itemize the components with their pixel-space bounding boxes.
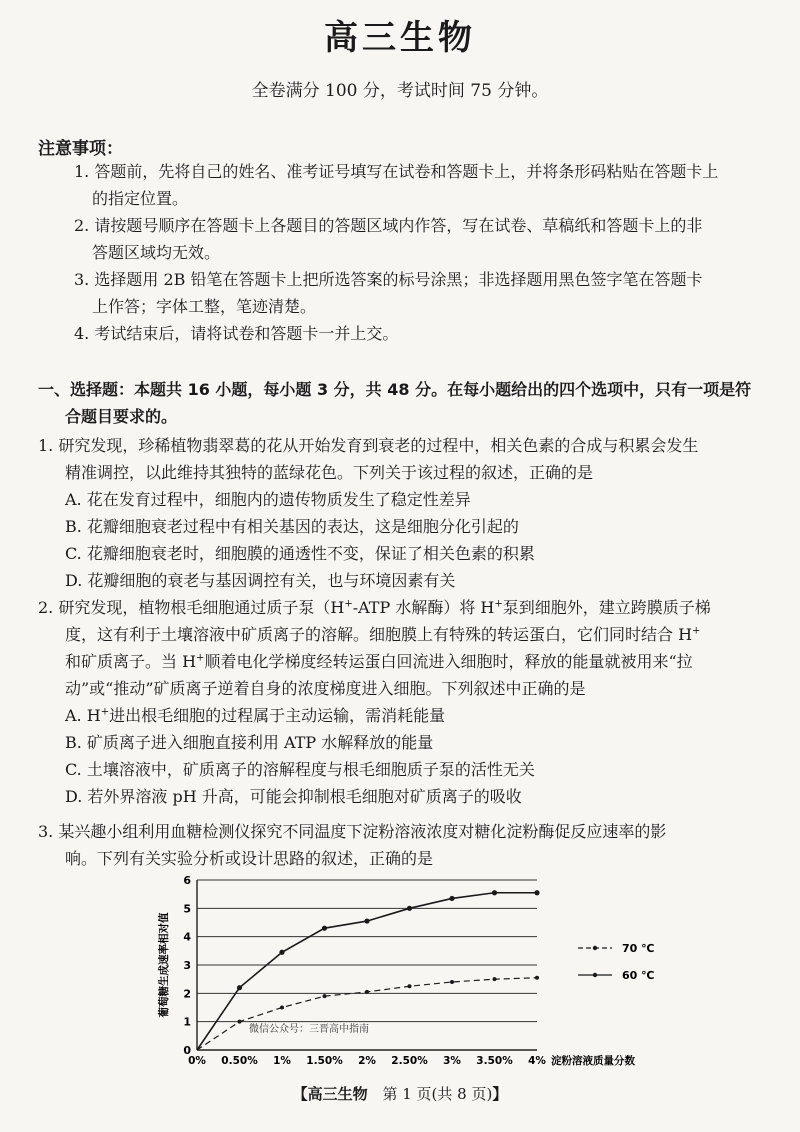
question-stem: [38, 648, 788, 675]
note-line: 2. 请按题号顺序在答题卡上各题目的答题区域内作答，写在试卷、草稿纸和答题卡上的非: [74, 216, 703, 235]
stem-part: -ATP 水解酶）将 H: [352, 598, 495, 617]
y-tick-label: 6: [183, 874, 191, 887]
question-stem: [38, 594, 788, 621]
stem-part: 顺着电化学梯度经转运蛋白回流进入细胞时，释放的能量就被用来“拉: [204, 652, 693, 671]
note-line: 答题区域均无效。: [92, 243, 221, 262]
question-stem: 动”或“推动”矿质离子逆着自身的浓度梯度进入细胞。下列叙述中正确的是: [65, 679, 586, 698]
y-tick-label: 5: [183, 902, 191, 916]
section-heading: [38, 376, 788, 430]
data-point: [492, 890, 497, 895]
data-point: [535, 976, 539, 980]
note-line: 1. 答题前，先将自己的姓名、准考证号填写在试卷和答题卡上，并将条形码粘贴在答题卡上: [74, 162, 719, 181]
legend-marker: [593, 946, 597, 950]
page-footer: [0, 1083, 800, 1104]
x-tick-label: 3%: [443, 1055, 461, 1067]
y-tick-label: 3: [183, 959, 191, 972]
watermark-text: 微信公众号：三晋高中指南: [249, 1024, 369, 1035]
superscript: +: [494, 598, 503, 610]
stem-part: 度，这有利于土壤溶液中矿质离子的溶解。细胞膜上有特殊的转运蛋白，它们同时结合 H: [65, 625, 693, 644]
x-tick-label: 2.50%: [391, 1055, 428, 1067]
option-part: 进出根毛细胞的过程属于主动运输，需消耗能量: [109, 706, 446, 725]
question-stem: [38, 621, 788, 648]
y-tick-label: 4: [183, 930, 191, 944]
question-stem: 响。下列有关实验分析或设计思路的叙述，正确的是: [65, 849, 434, 868]
superscript: +: [344, 598, 353, 610]
data-point: [450, 980, 454, 984]
stem-part: 和矿质离子。当 H: [65, 652, 197, 671]
x-tick-label: 3.50%: [476, 1055, 513, 1067]
question-stem: 1. 研究发现，珍稀植物翡翠葛的花从开始发育到衰老的过程中，相关色素的合成与积累会发生: [38, 436, 699, 455]
y-tick-label: 1: [183, 1015, 191, 1029]
footer-page: 第 1 页(共 8 页): [382, 1085, 493, 1103]
data-point: [322, 926, 327, 931]
stem-part: 2. 研究发现，植物根毛细胞通过质子泵（H: [38, 598, 345, 617]
data-point: [365, 990, 369, 994]
data-point: [364, 918, 369, 923]
x-tick-label: 1%: [273, 1055, 291, 1067]
x-tick-label: 0%: [188, 1055, 206, 1067]
note-line: 3. 选择题用 2B 铅笔在答题卡上把所选答案的标号涂黑；非选择题用黑色签字笔在答题卡: [74, 270, 703, 289]
superscript: +: [100, 706, 110, 718]
data-point: [493, 977, 497, 981]
option-a: [38, 702, 788, 729]
option-b: B. 矿质离子进入细胞直接利用 ATP 水解释放的能量: [65, 733, 434, 752]
data-point: [408, 984, 412, 988]
data-point: [238, 1020, 242, 1024]
series-line: [197, 978, 537, 1050]
data-point: [407, 906, 412, 911]
data-point: [279, 950, 284, 955]
line-chart: [140, 868, 680, 1078]
footer-end: 】: [492, 1085, 508, 1103]
note-line: 的指定位置。: [92, 189, 189, 208]
data-point: [534, 890, 539, 895]
superscript: +: [196, 652, 205, 664]
question-3: [38, 818, 788, 872]
x-tick-label: 0.50%: [221, 1055, 258, 1067]
legend-label: 60 ℃: [622, 969, 655, 982]
page-title: 高三生物: [324, 18, 476, 58]
option-b: B. 花瓣细胞衰老过程中有相关基因的表达，这是细胞分化引起的: [65, 517, 519, 536]
y-tick-label: 0: [183, 1044, 191, 1057]
option-d: D. 花瓣细胞的衰老与基因调控有关，也与环境因素有关: [65, 571, 456, 590]
option-part: A. H: [65, 706, 101, 725]
data-point: [449, 896, 454, 901]
question-2: [38, 594, 788, 810]
x-tick-label: 2%: [358, 1055, 376, 1067]
note-line: 上作答；字体工整，笔迹清楚。: [92, 297, 317, 316]
superscript: +: [692, 625, 701, 637]
x-tick-label: 4%: [528, 1055, 546, 1067]
y-tick-label: 2: [183, 987, 191, 1001]
y-axis-label: 葡萄糖生成速率相对值: [158, 912, 170, 1018]
data-point: [323, 994, 327, 998]
option-c: C. 土壤溶液中，矿质离子的溶解程度与根毛细胞质子泵的活性无关: [65, 760, 535, 779]
notes-list: [74, 158, 786, 347]
legend-marker: [593, 973, 597, 977]
section-line: 一、选择题：本题共 16 小题，每小题 3 分，共 48 分。在每小题给出的四个选项中，只有一项是符: [38, 380, 752, 399]
data-point: [237, 985, 242, 990]
x-axis-label: 淀粉溶液质量分数: [551, 1055, 635, 1067]
footer-title: 【高三生物: [292, 1085, 368, 1103]
exam-info: 全卷满分 100 分，考试时间 75 分钟。: [251, 81, 549, 101]
legend-label: 70 ℃: [622, 942, 655, 955]
note-line: 4. 考试结束后，请将试卷和答题卡一并上交。: [74, 324, 399, 343]
option-a: A. 花在发育过程中，细胞内的遗传物质发生了稳定性差异: [65, 490, 471, 509]
question-stem: 精准调控，以此维持其独特的蓝绿花色。下列关于该过程的叙述，正确的是: [65, 463, 594, 482]
option-c: C. 花瓣细胞衰老时，细胞膜的通透性不变，保证了相关色素的积累: [65, 544, 535, 563]
section-line: 合题目要求的。: [65, 407, 178, 426]
question-1: [38, 432, 788, 594]
data-point: [280, 1006, 284, 1010]
notes-heading: 注意事项：: [38, 139, 123, 159]
stem-part: 泵到细胞外，建立跨膜质子梯: [502, 598, 711, 617]
option-d: D. 若外界溶液 pH 升高，可能会抑制根毛细胞对矿质离子的吸收: [65, 787, 522, 806]
x-tick-label: 1.50%: [306, 1055, 343, 1067]
question-stem: 3. 某兴趣小组利用血糖检测仪探究不同温度下淀粉溶液浓度对糖化淀粉酶促反应速率的影: [38, 822, 667, 841]
